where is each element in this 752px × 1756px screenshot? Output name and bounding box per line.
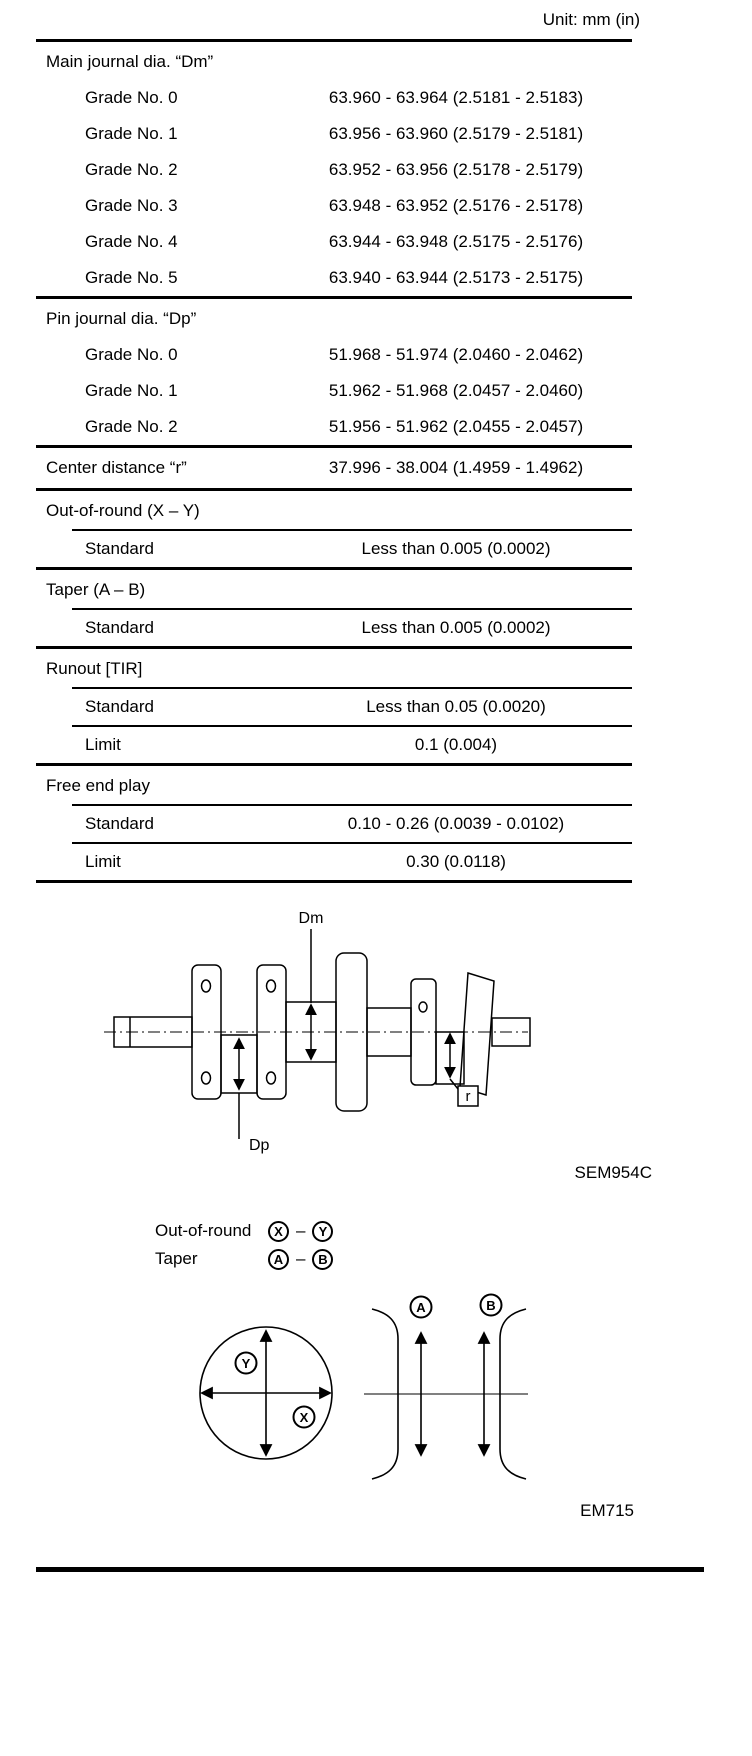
spec-value: 0.30 (0.0118): [406, 852, 506, 871]
spec-value: 51.968 - 51.974 (2.0460 - 2.0462): [328, 345, 584, 364]
journal-profile: [364, 1309, 528, 1479]
spec-label: Limit: [85, 735, 121, 754]
spec-value: Less than 0.05 (0.0020): [366, 697, 546, 716]
crankshaft-diagram: [86, 907, 546, 1157]
spec-label: Grade No. 2: [85, 160, 178, 179]
spec-label: Grade No. 2: [85, 417, 178, 436]
spec-label: Limit: [85, 852, 121, 871]
spec-value: Less than 0.005 (0.0002): [361, 618, 551, 637]
section-title-out-of-round: Out-of-round (X – Y): [46, 501, 200, 520]
circled-b-icon: B: [312, 1249, 333, 1270]
spec-table: [0, 42, 752, 883]
figure-caption: EM715: [580, 1501, 634, 1520]
spec-row: [36, 409, 632, 445]
spec-row: [36, 844, 632, 880]
spec-value: 63.956 - 63.960 (2.5179 - 2.5181): [328, 124, 584, 143]
figure-caption: SEM954C: [574, 1163, 652, 1182]
roundness-circle: [200, 1327, 332, 1459]
spec-row: [36, 531, 632, 567]
spec-label: Grade No. 4: [85, 232, 178, 251]
circled-a-icon: A: [268, 1249, 289, 1270]
spec-label: Grade No. 1: [85, 381, 178, 400]
spec-row: [36, 80, 632, 116]
spec-row: [36, 448, 632, 488]
legend-dash: –: [296, 1249, 306, 1268]
spec-value: 63.948 - 63.952 (2.5176 - 2.5178): [328, 196, 584, 215]
x-label: X: [299, 1410, 309, 1425]
spec-label: Standard: [85, 539, 154, 558]
spec-row: [36, 188, 632, 224]
spec-row: [36, 337, 632, 373]
circled-y-icon: Y: [312, 1221, 333, 1242]
spec-label: Grade No. 0: [85, 88, 178, 107]
spec-value: 51.956 - 51.962 (2.0455 - 2.0457): [328, 417, 584, 436]
spec-label: Grade No. 1: [85, 124, 178, 143]
section-title-main-journal: Main journal dia. “Dm”: [46, 52, 214, 71]
spec-row: [36, 727, 632, 763]
spec-value: 0.10 - 0.26 (0.0039 - 0.0102): [347, 814, 565, 833]
spec-row: [36, 260, 632, 296]
spec-value: Less than 0.005 (0.0002): [361, 539, 551, 558]
a-label: A: [416, 1300, 426, 1315]
spec-row: [36, 152, 632, 188]
r-label: r: [465, 1088, 471, 1105]
spec-row: [36, 689, 632, 725]
measurement-diagram: [188, 1291, 528, 1491]
legend-row: [155, 1245, 752, 1273]
spec-row: [36, 806, 632, 842]
dp-label: Dp: [249, 1137, 270, 1154]
section-title-taper: Taper (A – B): [46, 580, 146, 599]
legend-label: Taper: [155, 1249, 198, 1268]
section-title-runout: Runout [TIR]: [46, 659, 143, 678]
unit-row: [0, 0, 752, 39]
spec-value: 63.940 - 63.944 (2.5173 - 2.5175): [328, 268, 584, 287]
b-label: B: [486, 1298, 496, 1313]
page-bottom-rule: [36, 1567, 704, 1572]
spec-value: 63.952 - 63.956 (2.5178 - 2.5179): [328, 160, 584, 179]
spec-row: [36, 610, 632, 646]
unit-label: Unit: mm (in): [542, 10, 640, 29]
spec-label: Standard: [85, 697, 154, 716]
y-label: Y: [241, 1356, 251, 1371]
spec-row: [36, 116, 632, 152]
spec-label: Grade No. 5: [85, 268, 178, 287]
legend-dash: –: [296, 1221, 306, 1240]
spec-value: 63.944 - 63.948 (2.5175 - 2.5176): [328, 232, 584, 251]
section-title-free-end-play: Free end play: [46, 776, 150, 795]
spec-label: Grade No. 3: [85, 196, 178, 215]
figure-measurement: [0, 1217, 752, 1521]
spec-label: Center distance “r”: [46, 458, 187, 477]
spec-value: 0.1 (0.004): [414, 735, 498, 754]
legend-row: [155, 1217, 752, 1245]
figure-legend: [155, 1217, 752, 1273]
legend-label: Out-of-round: [155, 1221, 252, 1240]
circled-x-icon: X: [268, 1221, 289, 1242]
spec-value: 37.996 - 38.004 (1.4959 - 1.4962): [328, 458, 584, 477]
divider: [36, 880, 632, 883]
spec-label: Standard: [85, 814, 154, 833]
spec-row: [36, 224, 632, 260]
spec-label: Grade No. 0: [85, 345, 178, 364]
dm-label: Dm: [298, 910, 324, 927]
figure-crankshaft: [0, 907, 752, 1183]
spec-value: 51.962 - 51.968 (2.0457 - 2.0460): [328, 381, 584, 400]
spec-label: Standard: [85, 618, 154, 637]
spec-value: 63.960 - 63.964 (2.5181 - 2.5183): [328, 88, 584, 107]
spec-row: [36, 373, 632, 409]
section-title-pin-journal: Pin journal dia. “Dp”: [46, 309, 197, 328]
